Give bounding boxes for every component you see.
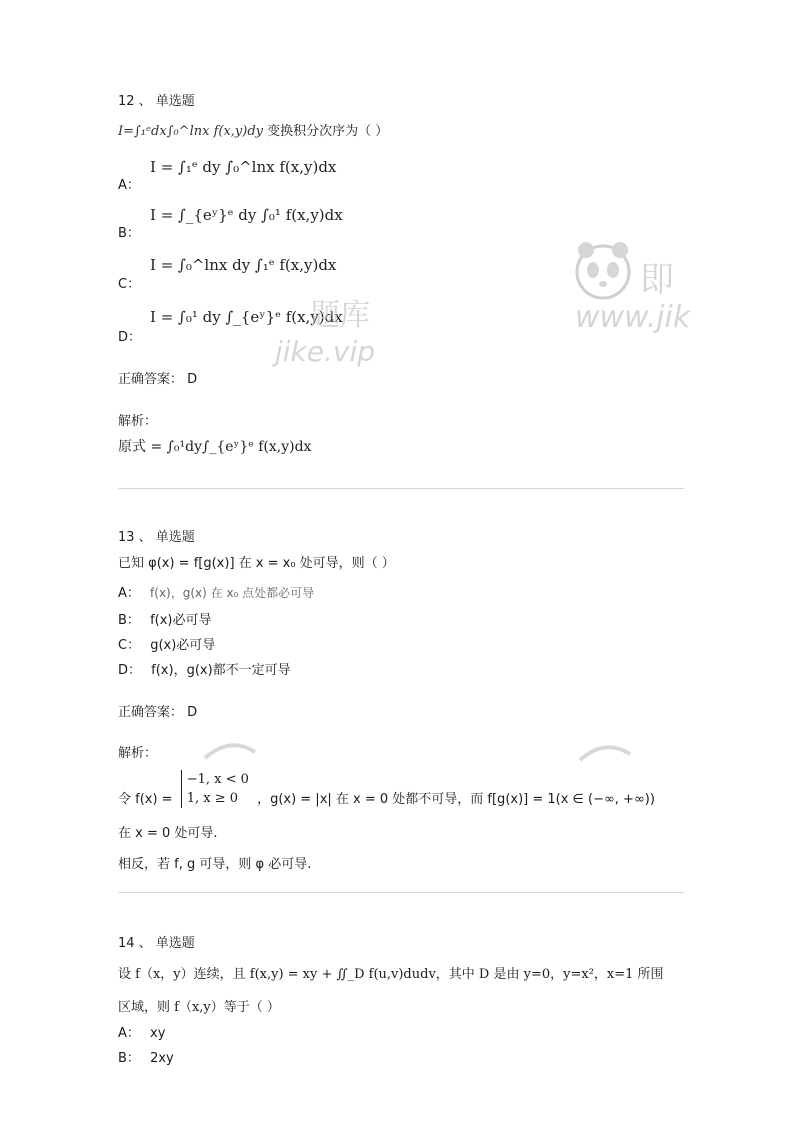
- analysis-line-2: 在 x = 0 处可导.: [118, 826, 218, 841]
- stem-text: 变换积分次序为（ ）: [267, 124, 389, 139]
- option-text: 2xy: [150, 1051, 174, 1066]
- question-12: [118, 90, 684, 109]
- option-d-formula: I = ∫₀¹ dy ∫_{eʸ}ᵉ f(x,y)dx: [150, 308, 343, 326]
- option-b[interactable]: [118, 609, 211, 628]
- option-label: B：: [118, 613, 140, 628]
- option-d[interactable]: [118, 659, 291, 678]
- option-a[interactable]: [118, 1022, 165, 1041]
- option-c-formula: I = ∫₀^lnx dy ∫₁ᵉ f(x,y)dx: [150, 256, 337, 274]
- question-header: 14 、 单选题: [118, 936, 195, 951]
- divider: [118, 488, 684, 489]
- piecewise-cases: −1, x < 0 1, x ≥ 0: [181, 770, 249, 808]
- question-13: [118, 526, 684, 545]
- stem-formula: I=∫₁ᵉdx∫₀^lnx f(x,y)dy: [118, 124, 263, 139]
- question-stem-line-2: 区域，则 f（x,y）等于（ ）: [118, 1000, 280, 1015]
- divider: [118, 892, 684, 893]
- watermark-swoosh-icon: [575, 742, 635, 762]
- question-header: 12 、 单选题: [118, 94, 195, 109]
- answer-label: 正确答案：: [118, 705, 184, 720]
- analysis-formula: 原式 = ∫₀¹dy∫_{eʸ}ᵉ f(x,y)dx: [118, 439, 312, 455]
- option-text: f(x)必可导: [150, 613, 212, 628]
- option-label: A：: [118, 586, 140, 601]
- option-b-formula: I = ∫_{eʸ}ᵉ dy ∫₀¹ f(x,y)dx: [150, 206, 343, 224]
- option-label: B：: [118, 1051, 140, 1066]
- option-text: g(x)必可导: [150, 638, 216, 653]
- question-14: [118, 932, 684, 951]
- option-text: f(x)，g(x)都不一定可导: [151, 663, 291, 678]
- option-b[interactable]: [118, 1047, 174, 1066]
- question-stem: [118, 120, 388, 139]
- option-label: D：: [118, 663, 142, 678]
- watermark-swoosh-icon: [200, 740, 260, 760]
- question-stem: 已知 φ(x) = f[g(x)] 在 x = x₀ 处可导，则（ ）: [118, 556, 395, 571]
- option-label: B：: [118, 226, 140, 241]
- watermark-text: www.jik: [575, 300, 691, 335]
- analysis-label: 解析：: [118, 746, 158, 761]
- correct-answer: [118, 368, 197, 387]
- option-d[interactable]: [118, 326, 141, 345]
- question-header: 13 、 单选题: [118, 530, 195, 545]
- watermark-text: 即: [640, 260, 674, 300]
- option-b[interactable]: [118, 222, 140, 241]
- analysis-line-3: 相反，若 f, g 可导，则 φ 必可导.: [118, 857, 312, 872]
- option-label: D：: [118, 330, 142, 345]
- answer-value: D: [187, 705, 198, 720]
- option-label: C：: [118, 638, 141, 653]
- option-a[interactable]: [118, 582, 314, 601]
- option-label: A：: [118, 1026, 140, 1041]
- option-label: C：: [118, 277, 141, 292]
- option-text: f(x)，g(x) 在 x₀ 点处都必可导: [150, 586, 315, 600]
- option-text: xy: [150, 1026, 166, 1041]
- answer-label: 正确答案：: [118, 372, 184, 387]
- analysis-label: 解析：: [118, 414, 158, 429]
- option-a-formula: I = ∫₁ᵉ dy ∫₀^lnx f(x,y)dx: [150, 158, 337, 176]
- option-c[interactable]: [118, 634, 215, 653]
- analysis-line-1: 令 f(x) = −1, x < 0 1, x ≥ 0 ，g(x) = |x| 在 x = 0 处都不可导，而 f[g(x)] = 1(x ∈ (−∞, +∞)): [118, 772, 655, 807]
- option-a[interactable]: [118, 174, 140, 193]
- answer-value: D: [187, 372, 198, 387]
- correct-answer: [118, 701, 197, 720]
- watermark-text: jike.vip: [275, 335, 376, 368]
- watermark-text: 题库: [310, 298, 370, 333]
- option-label: A：: [118, 178, 140, 193]
- option-c[interactable]: [118, 273, 140, 292]
- question-stem-line-1: 设 f（x，y）连续，且 f(x,y) = xy + ∬_D f(u,v)dudv，其中 D 是由 y=0，y=x²，x=1 所围: [118, 967, 664, 982]
- panda-logo-icon: [572, 238, 634, 304]
